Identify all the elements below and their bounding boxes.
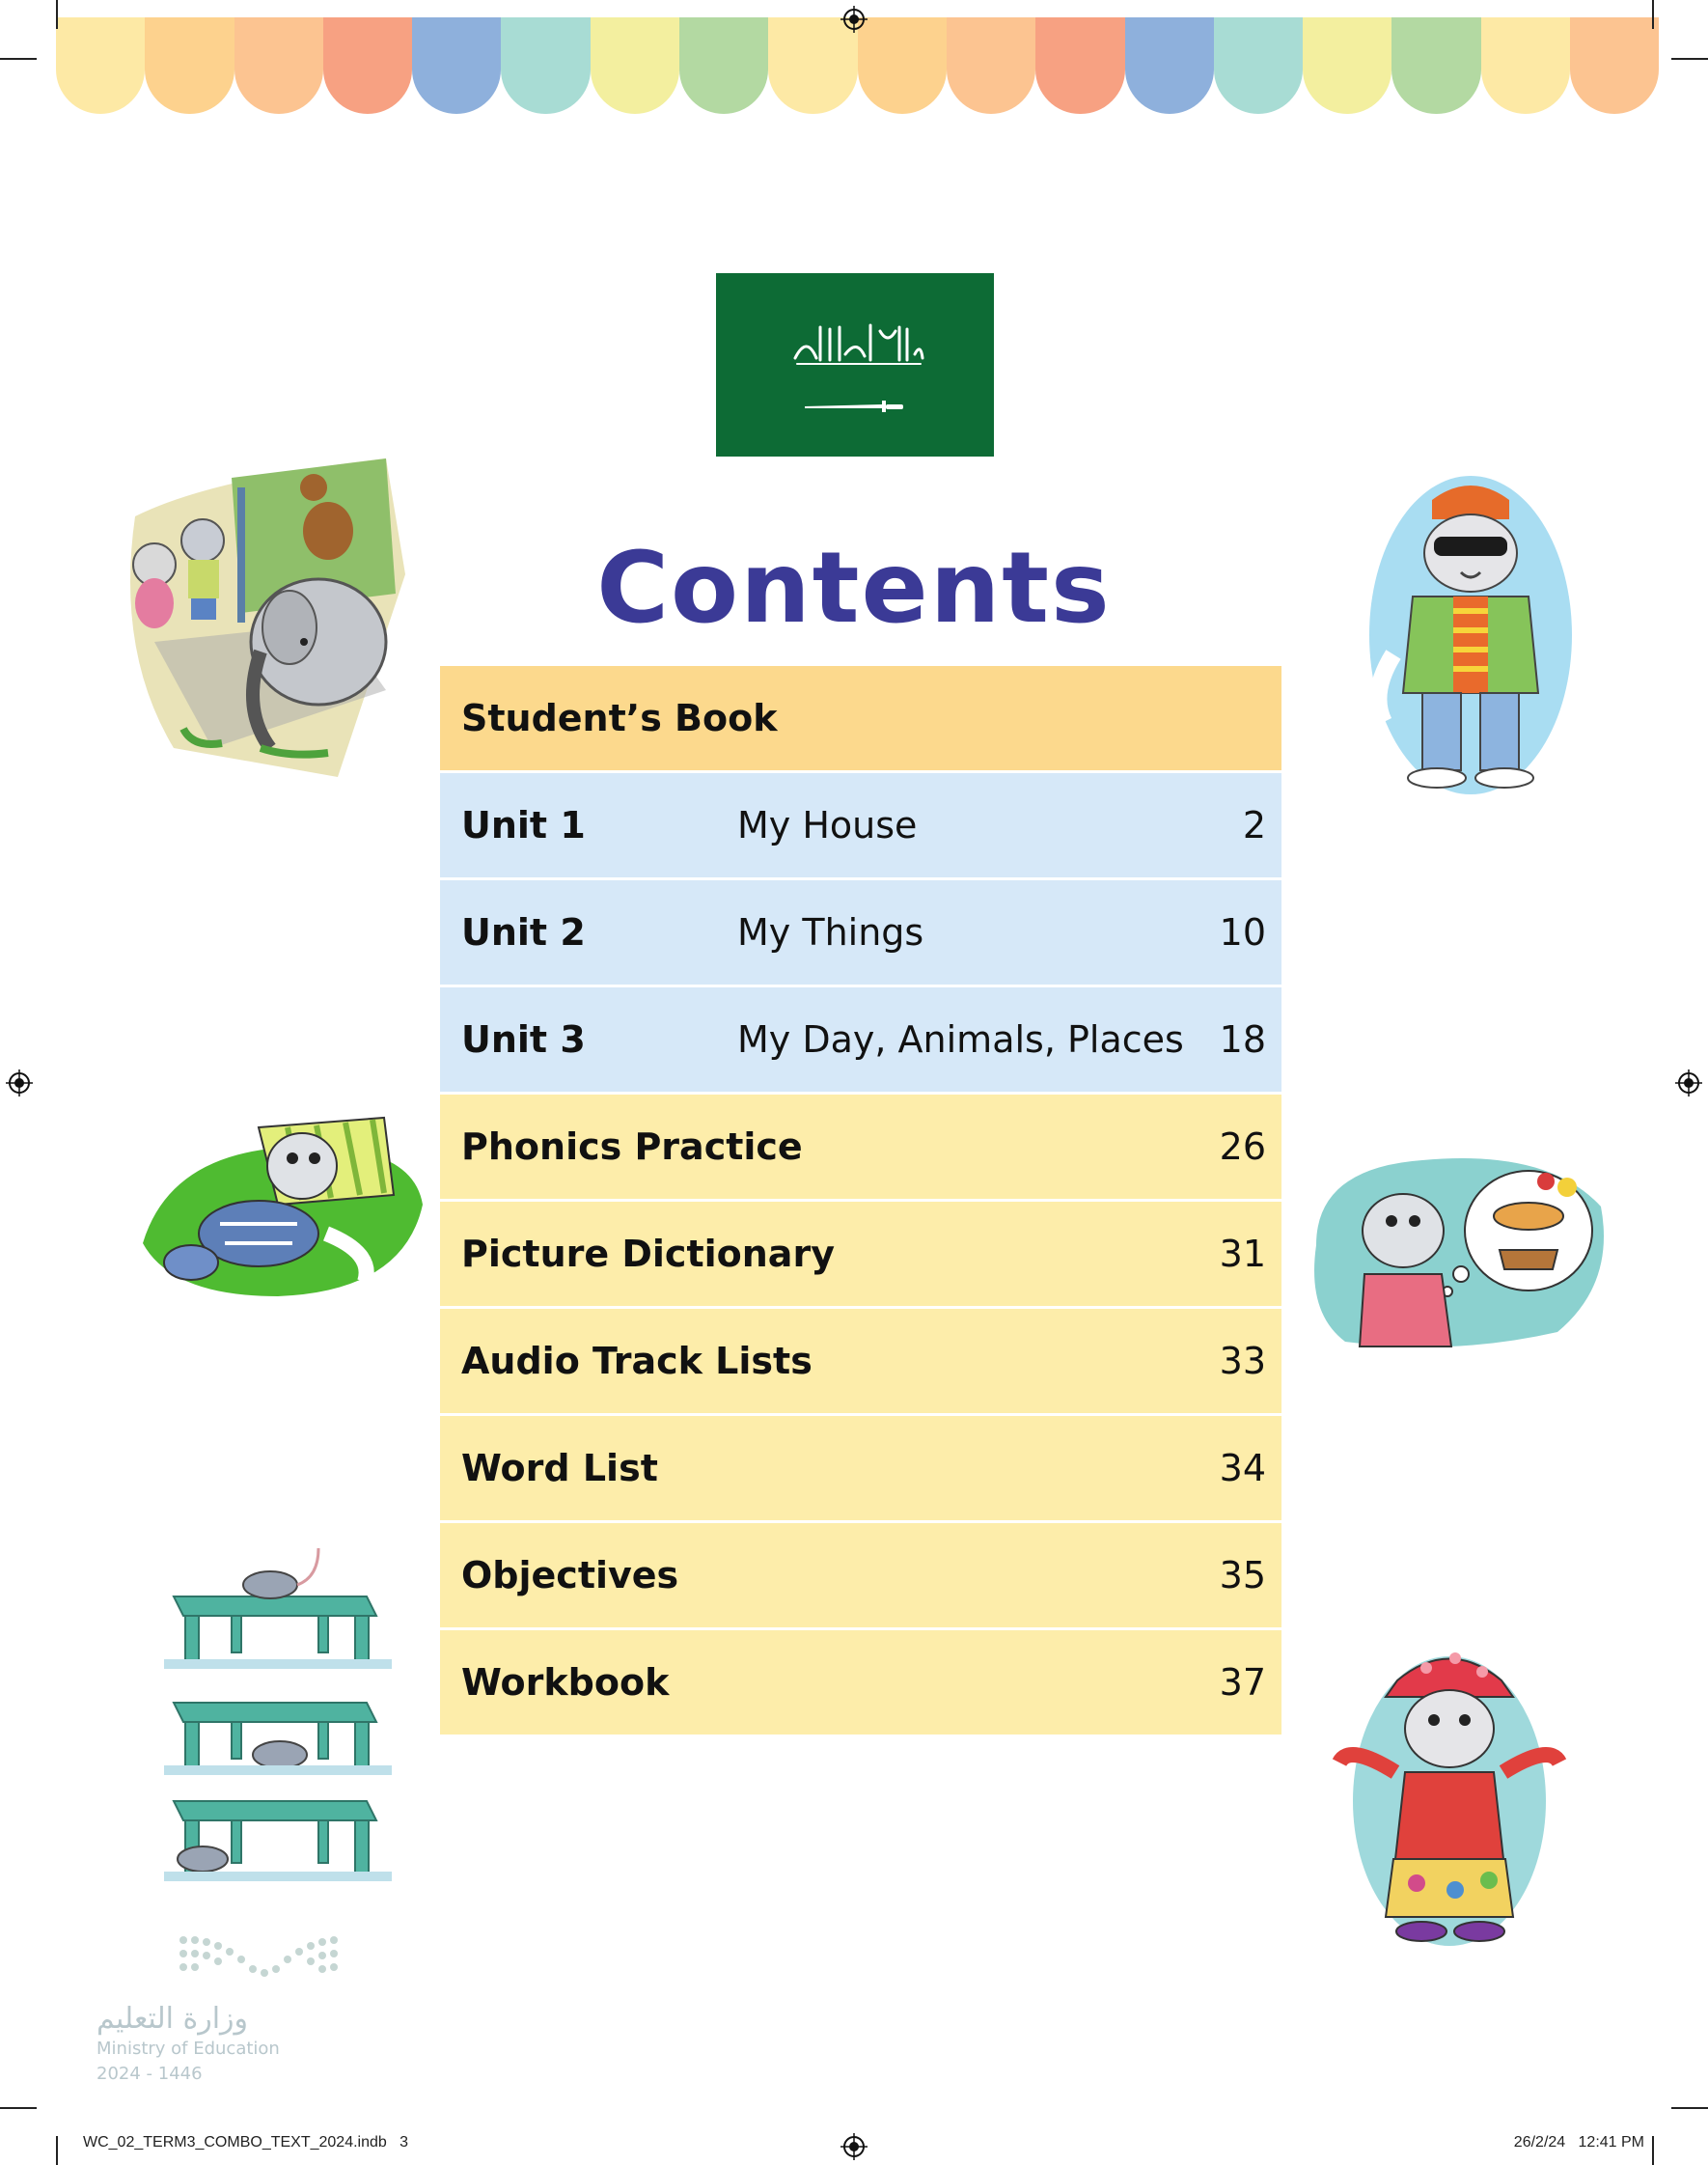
scallop [501, 17, 590, 114]
crop-mark [56, 2136, 58, 2165]
unit-label: Unit 1 [461, 804, 586, 847]
unit-title: My Day, Animals, Places [737, 1018, 1184, 1061]
section-label: Objectives [461, 1554, 679, 1596]
fox-red-hat-illustration [1330, 1637, 1569, 1948]
page-number: 33 [1219, 1340, 1266, 1382]
section-label: Word List [461, 1447, 658, 1489]
page-number: 37 [1219, 1661, 1266, 1704]
fox-food-dream-illustration [1307, 1149, 1612, 1353]
ministry-year: 2024 - 1446 [96, 2064, 203, 2084]
unit-title: My House [737, 804, 918, 847]
page-number: 34 [1219, 1447, 1266, 1489]
section-label: Picture Dictionary [461, 1233, 835, 1275]
page-title: Contents [596, 531, 1112, 646]
shahada-calligraphy-icon [787, 316, 927, 372]
crop-mark [0, 2107, 37, 2109]
ministry-logo-icon [174, 1930, 347, 1988]
crop-mark [1671, 58, 1708, 60]
page-number: 18 [1219, 1018, 1266, 1061]
fox-sunglasses-illustration [1364, 471, 1577, 794]
contents-section-row[interactable] [440, 1095, 1281, 1202]
scallop [1214, 17, 1303, 114]
contents-section-row[interactable] [440, 1630, 1281, 1737]
crop-mark [56, 0, 58, 29]
page-number: 35 [1219, 1554, 1266, 1596]
registration-mark-icon [840, 6, 868, 33]
scallop [1570, 17, 1659, 114]
contents-section-row[interactable] [440, 1416, 1281, 1523]
contents-unit-row[interactable] [440, 987, 1281, 1095]
scallop [412, 17, 501, 114]
unit-title: My Things [737, 911, 924, 954]
page-number: 2 [1242, 804, 1266, 847]
section-label: Workbook [461, 1661, 670, 1704]
contents-header-label: Student’s Book [461, 697, 778, 739]
footer-date-slug: 26/2/24 12:41 PM [1513, 2134, 1644, 2151]
scallop [1391, 17, 1480, 114]
page-number: 31 [1219, 1233, 1266, 1275]
contents-unit-row[interactable] [440, 773, 1281, 880]
section-label: Audio Track Lists [461, 1340, 813, 1382]
fox-on-grass-illustration [133, 1108, 428, 1301]
scallop [1035, 17, 1124, 114]
mouse-tables-illustration [164, 1548, 392, 1898]
scalloped-border [56, 17, 1691, 120]
footer-file-slug: WC_02_TERM3_COMBO_TEXT_2024.indb 3 [83, 2134, 409, 2151]
scallop [1303, 17, 1391, 114]
section-label: Phonics Practice [461, 1125, 803, 1168]
ministry-english-name: Ministry of Education [96, 2039, 280, 2059]
contents-table [440, 666, 1281, 1737]
scallop [234, 17, 323, 114]
scallop [323, 17, 412, 114]
crop-mark [1652, 0, 1654, 29]
unit-label: Unit 2 [461, 911, 586, 954]
crop-mark [0, 58, 37, 60]
unit-label: Unit 3 [461, 1018, 586, 1061]
scallop [679, 17, 768, 114]
scallop [56, 17, 145, 114]
contents-unit-row[interactable] [440, 880, 1281, 987]
registration-mark-icon [1675, 1069, 1702, 1096]
zoo-elephant-illustration [96, 458, 405, 777]
scallop [1125, 17, 1214, 114]
page-number: 10 [1219, 911, 1266, 954]
scallop [1481, 17, 1570, 114]
scallop [858, 17, 947, 114]
contents-section-row[interactable] [440, 1202, 1281, 1309]
scallop [591, 17, 679, 114]
contents-section-row[interactable] [440, 1523, 1281, 1630]
saudi-flag [716, 273, 994, 457]
contents-header-row [440, 666, 1281, 773]
contents-section-row[interactable] [440, 1309, 1281, 1416]
registration-mark-icon [840, 2133, 868, 2160]
scallop [947, 17, 1035, 114]
ministry-arabic-name: وزارة التعليم [96, 2002, 249, 2036]
scallop [145, 17, 234, 114]
registration-mark-icon [6, 1069, 33, 1096]
page-number: 26 [1219, 1125, 1266, 1168]
sword-icon [803, 397, 909, 416]
crop-mark [1652, 2136, 1654, 2165]
crop-mark [1671, 2107, 1708, 2109]
